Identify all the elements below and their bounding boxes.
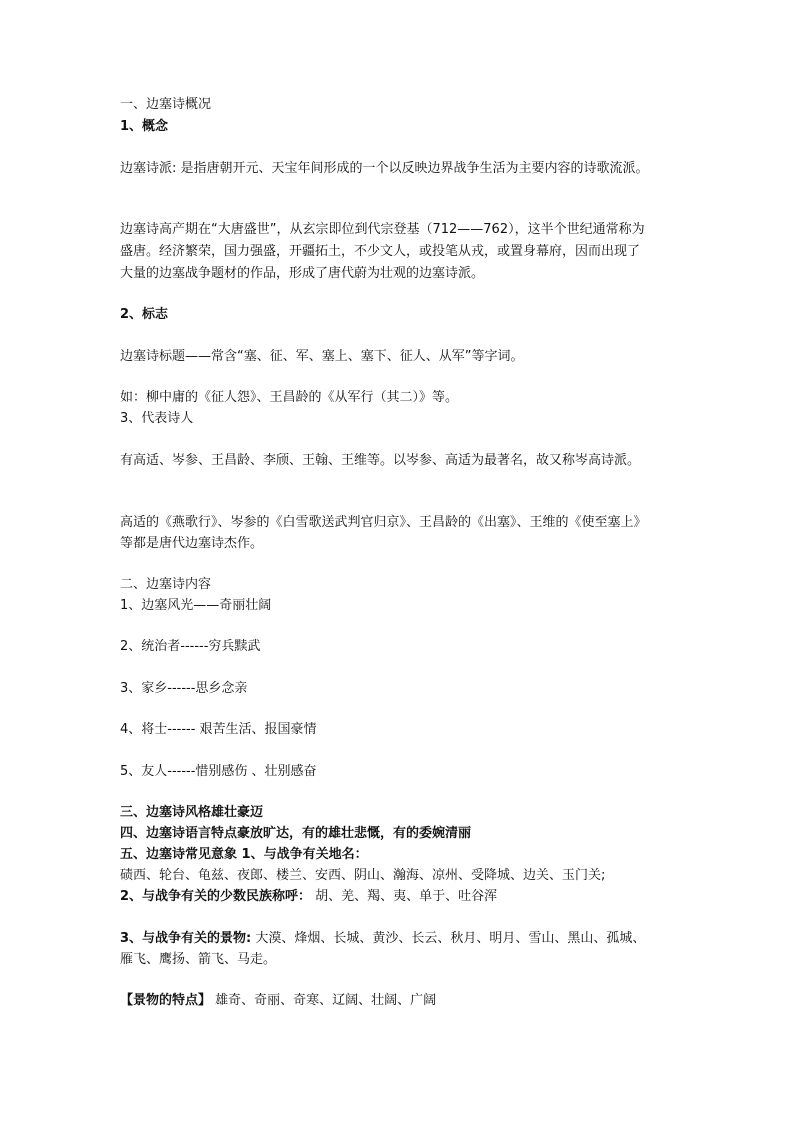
section-1-heading: 一、边塞诗概况	[120, 97, 212, 112]
section-3-heading: 三、边塞诗风格雄壮豪迈	[120, 805, 264, 820]
definition-paragraph: 边塞诗派: 是指唐朝开元、天宝年间形成的一个以反映边界战争生活为主要内容的诗歌流派。	[120, 161, 649, 176]
peak-paragraph-line-2: 盛唐。经济繁荣，国力强盛，开疆拓土，不少文人，或投笔从戎，或置身幕府，因而出现了	[120, 244, 641, 259]
content-item-4: 4、将士------ 艰苦生活、报国豪情	[120, 722, 317, 737]
content-item-1: 1、边塞风光——奇丽壮阔	[120, 598, 272, 613]
content-item-5: 5、友人------惜别感伤 、壮别感奋	[120, 764, 317, 779]
scenery-label: 3、与战争有关的景物:	[120, 931, 252, 946]
sign-heading: 2、标志	[120, 307, 169, 322]
peak-paragraph-line-3: 大量的边塞战争题材的作品，形成了唐代蔚为壮观的边塞诗派。	[120, 266, 485, 281]
section-2-heading: 二、边塞诗内容	[120, 577, 212, 592]
places-list: 碛西、轮台、龟兹、夜郎、楼兰、安西、阴山、瀚海、凉州、受降城、边关、玉门关;	[120, 868, 606, 883]
feature-label: 【景物的特点】	[120, 993, 212, 1008]
title-paragraph: 边塞诗标题——常含“塞、征、军、塞上、塞下、征人、从军”等字词。	[120, 349, 524, 364]
content-item-2: 2、统治者------穷兵黩武	[120, 639, 261, 654]
example-paragraph: 如：柳中庸的《征人怨》、王昌龄的《从军行（其二）》等。	[120, 390, 459, 405]
scenery-line-1	[120, 928, 690, 949]
concept-heading: 1、概念	[120, 119, 169, 134]
content-item-3: 3、家乡------思乡念亲	[120, 681, 248, 696]
poets-heading: 3、代表诗人	[120, 411, 194, 426]
scenery-line-2: 雁飞、鹰扬、箭飞、马走。	[120, 952, 277, 967]
works-paragraph-line-1: 高适的《燕歌行》、岑参的《白雪歌送武判官归京》、王昌龄的《出塞》、王维的《使至塞上》	[120, 515, 647, 530]
poets-paragraph: 有高适、岑参、王昌龄、李颀、王翰、王维等。以岑参、高适为最著名，故又称岑高诗派。	[120, 453, 641, 468]
feature-list: 雄奇、奇丽、奇寒、辽阔、壮阔、广阔	[211, 993, 437, 1008]
section-5-heading: 五、边塞诗常见意象 1、与战争有关地名：	[120, 847, 368, 862]
feature-line	[120, 990, 690, 1011]
ethnic-list: 胡、羌、羯、夷、单于、吐谷浑	[311, 889, 498, 904]
scenery-list-1: 大漠、烽烟、长城、黄沙、长云、秋月、明月、雪山、黑山、孤城、	[251, 931, 646, 946]
works-paragraph-line-2: 等都是唐代边塞诗杰作。	[120, 536, 264, 551]
peak-paragraph-line-1: 边塞诗高产期在“大唐盛世”，从玄宗即位到代宗登基（712——762），这半个世纪通常称为	[120, 222, 645, 237]
section-4-heading: 四、边塞诗语言特点豪放旷达，有的雄壮悲慨，有的委婉清丽	[120, 826, 472, 841]
ethnic-line	[120, 886, 690, 907]
ethnic-label: 2、与战争有关的少数民族称呼：	[120, 889, 312, 904]
